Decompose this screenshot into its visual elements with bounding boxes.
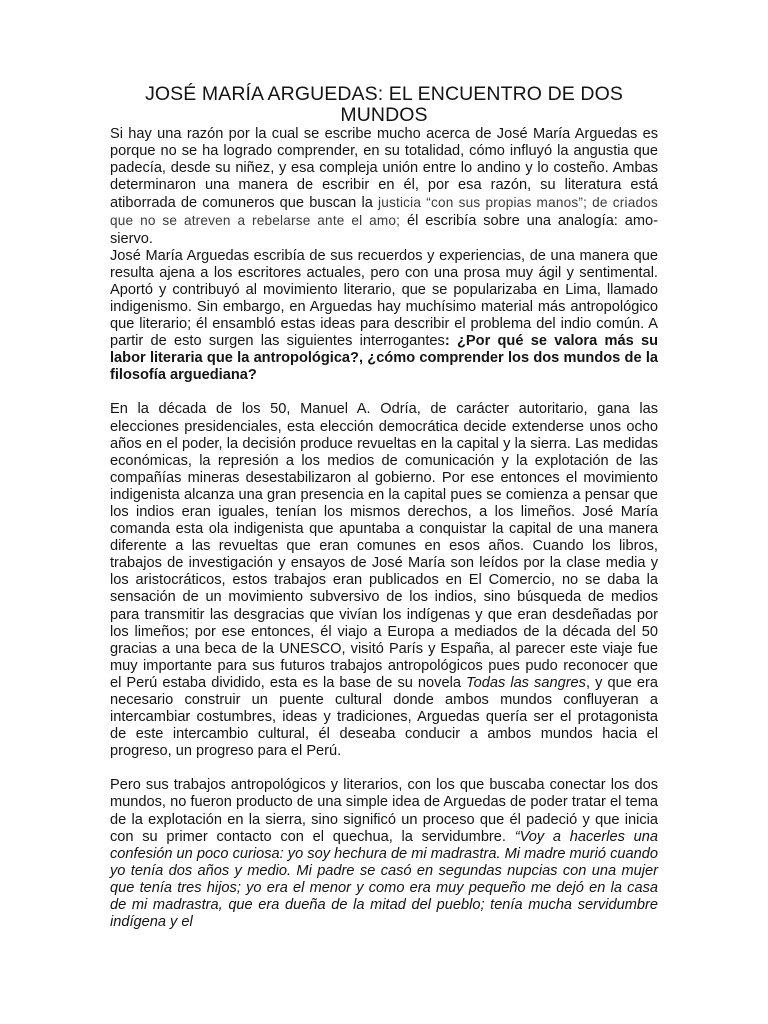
paragraph-2 bbox=[110, 248, 658, 385]
paragraph-2-colon: : bbox=[444, 333, 450, 350]
paragraph-4 bbox=[110, 777, 658, 931]
paragraph-1 bbox=[110, 126, 658, 248]
paragraph-2-text: José María Arguedas escribía de sus recuerdos y experiencias, de una manera que resulta ajena a los escritores actuales, pero con una prosa muy ágil y sentimental. Aportó y contribuyó al movimiento literario, que se popularizaba en Lima, llamado indigenismo. Sin embargo, en Arguedas hay muchísimo material más antropológico que literario; él ensambló estas ideas para describir el problema del indio común. A partir de esto surgen las siguientes interrogantes bbox=[110, 247, 658, 350]
paragraph-spacer bbox=[110, 384, 658, 401]
paragraph-3-text-end: , y que era necesario construir un puente cultural donde ambos mundos confluyeran a intercambiar costumbres, ideas y tradiciones, Arguedas quería ser el protagonista de este intercambio cultural, él deseaba conducir a ambos mundos hacia el progreso, un progreso para el Perú. bbox=[110, 674, 658, 760]
document-page bbox=[110, 84, 658, 931]
paragraph-3 bbox=[110, 401, 658, 760]
paragraph-4-text: Pero sus trabajos antropológicos y literarios, con los que buscaba conectar los dos mundos, no fueron producto de una simple idea de Arguedas de poder tratar el tema de la explotación en la sierra, sino significó un proceso que él padeció y que inicia con su primer contacto con el quechua, la servidumbre. bbox=[110, 777, 658, 845]
arguedas-quote: “Voy a hacerles una confesión un poco curiosa: yo soy hechura de mi madrastra. Mi madre murió cuando yo tenía dos años y medio. Mi padre se casó en segundas nupcias con una mujer que tenía tres hijos; yo era el menor y como era muy pequeño me dejó en la casa de mi madrastra, que era dueña de la mitad del pueblo; tenía mucha servidumbre indígena y el bbox=[110, 828, 658, 931]
paragraph-1-text-end: él escribía sobre una analogía: amo-siervo. bbox=[110, 213, 658, 247]
novel-title: Todas las sangres bbox=[466, 674, 586, 691]
paragraph-1-text: Si hay una razón por la cual se escribe mucho acerca de José María Arguedas es porque no se ha logrado comprender, en su totalidad, cómo influyó la angustia que padecía, desde su niñez, y esa compleja unión entre lo andino y lo costeño. Ambas determinaron una manera de escribir en él, por esa razón, su literatura está atiborrada de comuneros que buscan la bbox=[110, 126, 658, 212]
paragraph-spacer bbox=[110, 760, 658, 777]
research-question: ¿Por qué se valora más su labor literaria que la antropológica?, ¿cómo comprender los dos mundos de la filosofía arguediana? bbox=[110, 333, 658, 384]
paragraph-3-text: En la década de los 50, Manuel A. Odría, de carácter autoritario, gana las elecciones presidenciales, esta elección democrática decide extenderse unos ocho años en el poder, la decisión produce revueltas en la capital y la sierra. Las medidas económicas, la represión a los medios de comunicación y la explotación de las compañías mineras desestabilizaron al gobierno. Por ese entonces el movimiento indigenista alcanza una gran presencia en la capital pues se comienza a pensar que los indios eran iguales, tenían los mismos derechos, a los limeños. José María comanda esta ola indigenista que apuntaba a conquistar la capital de una manera diferente a las revueltas que eran comunes en esos años. Cuando los libros, trabajos de investigación y ensayos de José María son leídos por la clase media y los aristocráticos, estos trabajos eran publicados en El Comercio, no se daba la sensación de un movimiento subversivo de los indios, sino búsqueda de medios para transmitir las desgracias que vivían los indígenas y que eran desdeñadas por los limeños; por ese entonces, él viajo a Europa a mediados de la década del 50 gracias a una beca de la UNESCO, visitó París y España, al parecer este viaje fue muy importante para sus futuros trabajos antropológicos pues pudo reconocer que el Perú estaba dividido, esta es la base de su novela bbox=[110, 401, 658, 691]
paragraph-1-light-text: justicia “con sus propias manos”; de criados que no se atreven a rebelarse ante el amo; bbox=[110, 195, 658, 229]
document-title: JOSÉ MARÍA ARGUEDAS: EL ENCUENTRO DE DOS MUNDOS bbox=[145, 83, 623, 126]
